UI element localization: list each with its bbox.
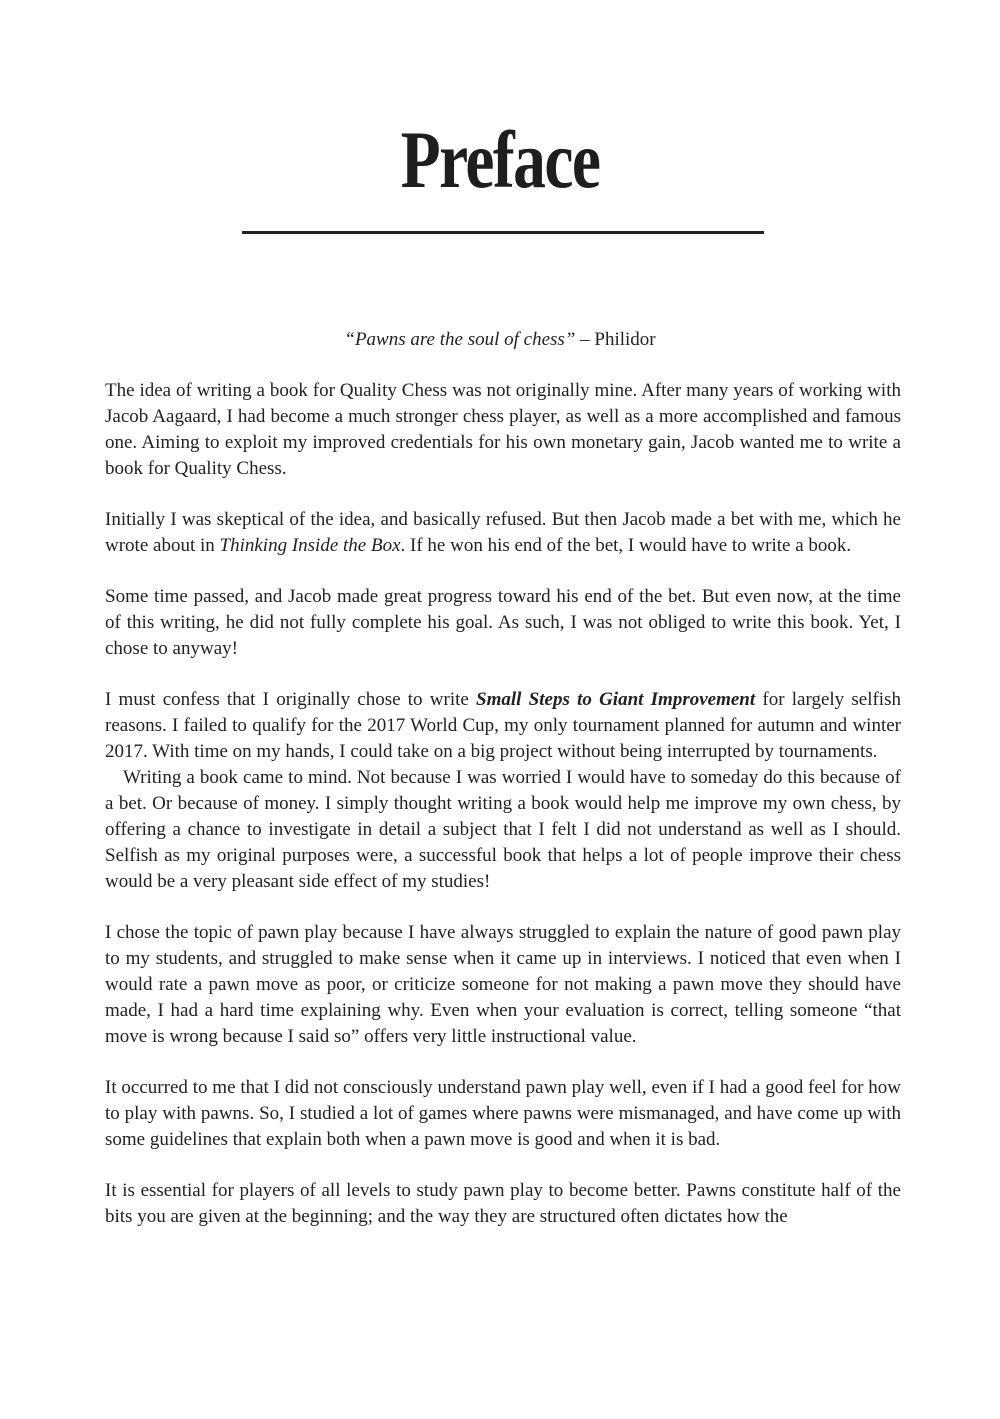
epigraph [0,327,1000,353]
preface-body [105,378,901,1230]
paragraph-2-text-end: . If he won his end of the bet, I would have to write a book. [400,535,852,556]
book-title-thinking-inside-the-box: Thinking Inside the Box [219,535,401,556]
epigraph-attribution: – Philidor [575,329,656,350]
paragraph-3: Some time passed, and Jacob made great progress toward his end of the bet. But even now, at the time of this writing, he did not fully complete his goal. As such, I was not obliged to write this book. Yet, I chose to anyway! [105,586,901,659]
paragraph-1: The idea of writing a book for Quality Chess was not originally mine. After many years of working with Jacob Aagaard, I had become a much stronger chess player, as well as a more accomplished and famous one. Aiming to exploit my improved credentials for his own monetary gain, Jacob wanted me to write a book for Quality Chess. [105,380,901,479]
book-title-small-steps: Small Steps to Giant Improvement [476,689,756,710]
paragraph-7: It occurred to me that I did not consciously understand pawn play well, even if I had a good feel for how to play with pawns. So, I studied a lot of games where pawns were mismanaged, and have come up with some guidelines that explain both when a pawn move is good and when it is bad. [105,1077,901,1150]
paragraph-5: Writing a book came to mind. Not because I was worried I would have to someday do this because of a bet. Or because of money. I simply thought writing a book would help me improve my own chess, by offering a chance to investigate in detail a subject that I felt I did not understand as well as I should. Selfish as my original purposes were, a successful book that helps a lot of people improve their chess would be a very pleasant side effect of my studies! [105,767,901,892]
paragraph-2 [105,507,901,559]
paragraph-4-text-end: for largely selfish reasons. I failed to qualify for the 2017 World Cup, my only tournament planned for autumn and winter 2017. With time on my hands, I could take on a big project without being interrupted by tournaments. [105,689,901,762]
paragraph-6: I chose the topic of pawn play because I have always struggled to explain the nature of good pawn play to my students, and struggled to make sense when it came up in interviews. I noticed that even when I would rate a pawn move as poor, or criticize someone for not making a pawn move they should have made, I had a hard time explaining why. Even when your evaluation is correct, telling someone “that move is wrong because I said so” offers very little instructional value. [105,922,901,1047]
paragraph-4-text-start: I must confess that I originally chose to write [105,689,477,710]
paragraph-8: It is essential for players of all levels to study pawn play to become better. Pawns constitute half of the bits you are given at the beginning; and the way they are structured often dictates how the [105,1180,901,1227]
title-underline-divider [242,231,764,234]
epigraph-quote: “Pawns are the soul of chess” [344,329,576,350]
page-title: Preface [400,114,600,205]
paragraph-4 [105,687,901,765]
paragraph-2-text-start: Initially I was skeptical of the idea, and basically refused. But then Jacob made a bet with me, which he wrote about in [105,509,901,556]
